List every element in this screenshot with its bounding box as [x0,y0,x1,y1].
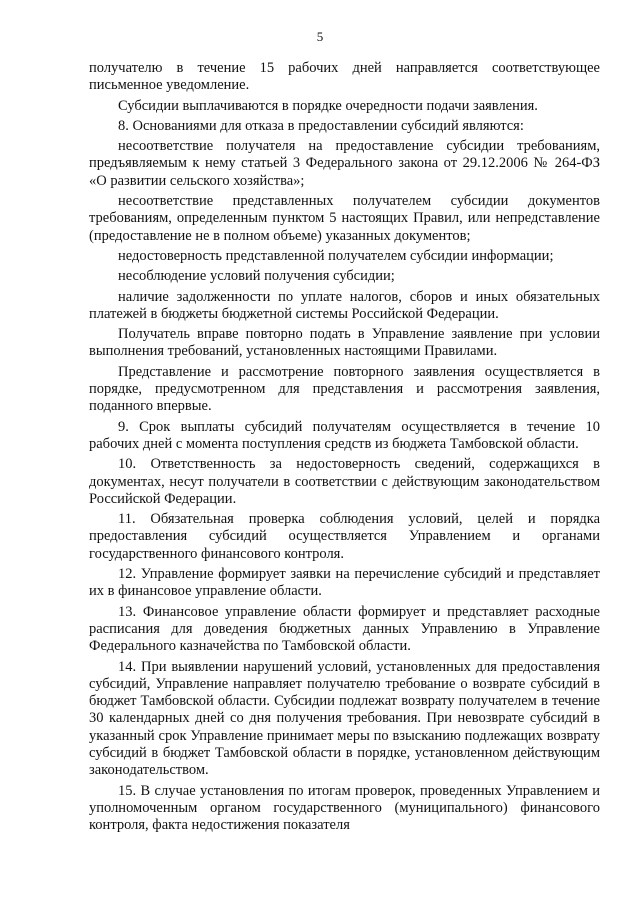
paragraph: 15. В случае установления по итогам проверок, проведенных Управлением и уполномоченным органом государственного (муниципального) финансового контроля, факта недостижения показателя [89,782,600,834]
page-number: 5 [316,29,324,44]
paragraph: несоблюдение условий получения субсидии; [118,268,395,285]
paragraph: Субсидии выплачиваются в порядке очередности подачи заявления. [118,97,538,114]
paragraph: 13. Финансовое управление области формирует и представляет расходные расписания для доведения бюджетных данных Управлению в Управление Федерального казначейства по Тамбовской области. [89,603,600,655]
paragraph: Получатель вправе повторно подать в Управление заявление при условии выполнения требований, установленных настоящими Правилами. [89,326,600,360]
document-body [89,60,600,837]
paragraph: недостоверность представленной получателем субсидии информации; [118,247,554,264]
paragraph: 8. Основаниями для отказа в предоставлении субсидий являются: [118,117,524,134]
paragraph: Представление и рассмотрение повторного заявления осуществляется в порядке, предусмотренном для представления и рассмотрения заявления, поданного впервые. [89,363,600,415]
paragraph: 12. Управление формирует заявки на перечисление субсидий и представляет их в финансовое управление области. [89,566,600,600]
paragraph: несоответствие представленных получателем субсидии документов требованиям, определенным пунктом 5 настоящих Правил, или непредставление (предоставление не в полном объеме) указанных документов; [89,193,600,244]
paragraph: 11. Обязательная проверка соблюдения условий, целей и порядка предоставления субсидий осуществляется Управлением и органами государственного финансового контроля. [89,511,600,562]
paragraph: 10. Ответственность за недостоверность сведений, содержащихся в документах, несут получатели в соответствии с действующим законодательством Российской Федерации. [89,456,600,507]
paragraph: несоответствие получателя на предоставление субсидии требованиям, предъявляемым к нему статьей 3 Федерального закона от 29.12.2006 № 264-ФЗ «О развитии сельского хозяйства»; [89,138,600,189]
paragraph: 14. При выявлении нарушений условий, установленных для предоставления субсидий, Управление направляет получателю требование о возврате субсидий в бюджет Тамбовской области. Субсидии подлежат возврату получателем в течение 30 календарных дней со дня получения требования. При невозврате субсидий в указанный срок Управление принимает меры по взысканию подлежащих возврату субсидий в бюджет Тамбовской области в порядке, установленном действующим законодательством. [89,658,600,779]
paragraph: 9. Срок выплаты субсидий получателям осуществляется в течение 10 рабочих дней с момента поступления средств из бюджета Тамбовской области. [89,418,600,452]
paragraph: наличие задолженности по уплате налогов, сборов и иных обязательных платежей в бюджеты бюджетной системы Российской Федерации. [89,288,600,322]
paragraph: получателю в течение 15 рабочих дней направляется соответствующее письменное уведомление. [89,60,600,94]
